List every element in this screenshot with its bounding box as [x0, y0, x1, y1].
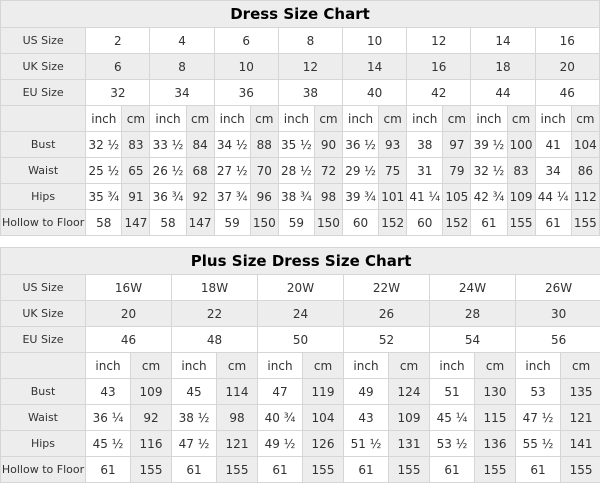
measurement-row	[1, 158, 600, 184]
measurement-cell-cm: 155	[561, 457, 600, 483]
size-row	[1, 80, 600, 106]
measurement-cell-inch: 61	[172, 457, 217, 483]
row-label: US Size	[1, 28, 86, 54]
measurement-cell-inch: 58	[86, 210, 122, 236]
row-label: Waist	[1, 405, 86, 431]
row-label: UK Size	[1, 54, 86, 80]
measurement-cell-inch: 28 ½	[278, 158, 314, 184]
size-cell: 16W	[86, 275, 172, 301]
measurement-cell-inch: 27 ½	[214, 158, 250, 184]
measurement-cell-inch: 40 ¾	[258, 405, 303, 431]
size-cell: 28	[430, 301, 516, 327]
size-cell: 26	[344, 301, 430, 327]
size-cell: 12	[407, 28, 471, 54]
unit-cm-header: cm	[561, 353, 600, 379]
measurement-cell-inch: 39 ½	[471, 132, 507, 158]
measurement-cell-cm: 70	[250, 158, 278, 184]
size-cell: 44	[471, 80, 535, 106]
measurement-cell-inch: 42 ¾	[471, 184, 507, 210]
measurement-cell-inch: 61	[516, 457, 561, 483]
size-cell: 8	[150, 54, 214, 80]
measurement-cell-cm: 147	[186, 210, 214, 236]
size-cell: 24W	[430, 275, 516, 301]
measurement-cell-inch: 35 ½	[278, 132, 314, 158]
size-cell: 10	[214, 54, 278, 80]
measurement-cell-cm: 109	[507, 184, 535, 210]
row-label: Hips	[1, 184, 86, 210]
measurement-cell-inch: 61	[430, 457, 475, 483]
measurement-cell-cm: 84	[186, 132, 214, 158]
measurement-cell-cm: 98	[217, 405, 258, 431]
measurement-cell-cm: 121	[217, 431, 258, 457]
unit-corner-cell	[1, 106, 86, 132]
unit-inch-header: inch	[214, 106, 250, 132]
measurement-cell-cm: 121	[561, 405, 600, 431]
measurement-cell-cm: 100	[507, 132, 535, 158]
measurement-cell-inch: 38 ½	[172, 405, 217, 431]
unit-cm-header: cm	[475, 353, 516, 379]
size-cell: 12	[278, 54, 342, 80]
row-label: EU Size	[1, 327, 86, 353]
measurement-cell-inch: 47 ½	[516, 405, 561, 431]
measurement-cell-inch: 47 ½	[172, 431, 217, 457]
size-cell: 18W	[172, 275, 258, 301]
size-cell: 22W	[344, 275, 430, 301]
unit-cm-header: cm	[507, 106, 535, 132]
size-cell: 38	[278, 80, 342, 106]
table-spacer	[0, 236, 600, 247]
measurement-cell-cm: 79	[443, 158, 471, 184]
size-cell: 30	[516, 301, 600, 327]
size-cell: 48	[172, 327, 258, 353]
measurement-cell-cm: 155	[131, 457, 172, 483]
measurement-cell-cm: 91	[122, 184, 150, 210]
unit-cm-header: cm	[303, 353, 344, 379]
measurement-cell-inch: 51 ½	[344, 431, 389, 457]
size-cell: 34	[150, 80, 214, 106]
measurement-cell-cm: 97	[443, 132, 471, 158]
measurement-cell-inch: 31	[407, 158, 443, 184]
measurement-cell-cm: 96	[250, 184, 278, 210]
measurement-cell-inch: 58	[150, 210, 186, 236]
size-row	[1, 275, 600, 301]
measurement-cell-inch: 44 ¼	[535, 184, 571, 210]
unit-inch-header: inch	[172, 353, 217, 379]
measurement-cell-inch: 60	[343, 210, 379, 236]
measurement-cell-inch: 36 ¼	[86, 405, 131, 431]
measurement-cell-inch: 29 ½	[343, 158, 379, 184]
measurement-cell-cm: 75	[379, 158, 407, 184]
row-label: Hollow to Floor	[1, 457, 86, 483]
unit-inch-header: inch	[407, 106, 443, 132]
measurement-cell-inch: 60	[407, 210, 443, 236]
size-cell: 8	[278, 28, 342, 54]
measurement-cell-inch: 47	[258, 379, 303, 405]
row-label: EU Size	[1, 80, 86, 106]
measurement-cell-inch: 41	[535, 132, 571, 158]
unit-cm-header: cm	[379, 106, 407, 132]
measurement-row	[1, 431, 600, 457]
measurement-cell-cm: 155	[571, 210, 599, 236]
size-cell: 4	[150, 28, 214, 54]
measurement-cell-inch: 45 ¼	[430, 405, 475, 431]
measurement-cell-inch: 32 ½	[471, 158, 507, 184]
unit-inch-header: inch	[150, 106, 186, 132]
size-row	[1, 54, 600, 80]
dress-size-chart-table	[0, 0, 600, 236]
measurement-cell-cm: 98	[314, 184, 342, 210]
unit-inch-header: inch	[344, 353, 389, 379]
size-cell: 32	[86, 80, 150, 106]
size-cell: 56	[516, 327, 600, 353]
unit-cm-header: cm	[122, 106, 150, 132]
measurement-cell-inch: 53	[516, 379, 561, 405]
measurement-cell-cm: 105	[443, 184, 471, 210]
measurement-cell-inch: 35 ¾	[86, 184, 122, 210]
measurement-row	[1, 405, 600, 431]
unit-inch-header: inch	[535, 106, 571, 132]
measurement-cell-inch: 38	[407, 132, 443, 158]
measurement-cell-cm: 92	[131, 405, 172, 431]
size-cell: 2	[86, 28, 150, 54]
size-cell: 26W	[516, 275, 600, 301]
size-cell: 40	[343, 80, 407, 106]
measurement-cell-cm: 101	[379, 184, 407, 210]
unit-cm-header: cm	[571, 106, 599, 132]
measurement-row	[1, 184, 600, 210]
measurement-cell-inch: 49	[344, 379, 389, 405]
measurement-cell-cm: 136	[475, 431, 516, 457]
unit-cm-header: cm	[217, 353, 258, 379]
measurement-cell-cm: 116	[131, 431, 172, 457]
plus-size-dress-size-chart-table	[0, 247, 600, 483]
size-cell: 20	[535, 54, 599, 80]
size-cell: 42	[407, 80, 471, 106]
measurement-cell-cm: 152	[379, 210, 407, 236]
unit-inch-header: inch	[471, 106, 507, 132]
size-cell: 36	[214, 80, 278, 106]
measurement-cell-cm: 141	[561, 431, 600, 457]
measurement-cell-inch: 36 ½	[343, 132, 379, 158]
unit-cm-header: cm	[389, 353, 430, 379]
unit-inch-header: inch	[258, 353, 303, 379]
size-cell: 54	[430, 327, 516, 353]
measurement-cell-inch: 49 ½	[258, 431, 303, 457]
size-cell: 24	[258, 301, 344, 327]
size-cell: 20W	[258, 275, 344, 301]
measurement-cell-inch: 25 ½	[86, 158, 122, 184]
measurement-cell-cm: 150	[250, 210, 278, 236]
row-label: Hips	[1, 431, 86, 457]
measurement-row	[1, 132, 600, 158]
measurement-cell-cm: 114	[217, 379, 258, 405]
row-label: Waist	[1, 158, 86, 184]
measurement-cell-cm: 92	[186, 184, 214, 210]
size-cell: 6	[214, 28, 278, 54]
measurement-cell-cm: 83	[122, 132, 150, 158]
unit-corner-cell	[1, 353, 86, 379]
unit-inch-header: inch	[430, 353, 475, 379]
measurement-cell-inch: 55 ½	[516, 431, 561, 457]
unit-inch-header: inch	[343, 106, 379, 132]
measurement-cell-cm: 135	[561, 379, 600, 405]
measurement-cell-inch: 61	[344, 457, 389, 483]
measurement-cell-inch: 39 ¾	[343, 184, 379, 210]
measurement-cell-cm: 155	[303, 457, 344, 483]
row-label: US Size	[1, 275, 86, 301]
measurement-row	[1, 457, 600, 483]
measurement-cell-inch: 51	[430, 379, 475, 405]
measurement-cell-cm: 93	[379, 132, 407, 158]
measurement-cell-inch: 59	[214, 210, 250, 236]
measurement-cell-cm: 65	[122, 158, 150, 184]
unit-cm-header: cm	[186, 106, 214, 132]
unit-inch-header: inch	[86, 106, 122, 132]
measurement-cell-cm: 124	[389, 379, 430, 405]
measurement-cell-inch: 61	[86, 457, 131, 483]
measurement-cell-inch: 34 ½	[214, 132, 250, 158]
measurement-cell-cm: 147	[122, 210, 150, 236]
unit-cm-header: cm	[314, 106, 342, 132]
measurement-cell-cm: 119	[303, 379, 344, 405]
row-label: UK Size	[1, 301, 86, 327]
measurement-cell-cm: 109	[131, 379, 172, 405]
measurement-cell-inch: 45	[172, 379, 217, 405]
measurement-cell-cm: 155	[217, 457, 258, 483]
measurement-cell-inch: 33 ½	[150, 132, 186, 158]
size-row	[1, 301, 600, 327]
unit-header-row	[1, 353, 600, 379]
measurement-cell-inch: 61	[258, 457, 303, 483]
measurement-cell-cm: 112	[571, 184, 599, 210]
measurement-cell-cm: 104	[571, 132, 599, 158]
measurement-cell-cm: 83	[507, 158, 535, 184]
size-row	[1, 327, 600, 353]
measurement-cell-inch: 61	[535, 210, 571, 236]
measurement-cell-cm: 86	[571, 158, 599, 184]
measurement-row	[1, 210, 600, 236]
measurement-cell-cm: 155	[389, 457, 430, 483]
size-cell: 14	[343, 54, 407, 80]
measurement-cell-inch: 53 ½	[430, 431, 475, 457]
measurement-cell-inch: 37 ¾	[214, 184, 250, 210]
size-cell: 20	[86, 301, 172, 327]
size-row	[1, 28, 600, 54]
measurement-cell-inch: 36 ¾	[150, 184, 186, 210]
measurement-cell-inch: 32 ½	[86, 132, 122, 158]
measurement-cell-inch: 26 ½	[150, 158, 186, 184]
measurement-cell-cm: 88	[250, 132, 278, 158]
measurement-cell-cm: 68	[186, 158, 214, 184]
measurement-cell-cm: 104	[303, 405, 344, 431]
measurement-cell-inch: 43	[344, 405, 389, 431]
measurement-cell-cm: 126	[303, 431, 344, 457]
measurement-cell-cm: 130	[475, 379, 516, 405]
table-title: Dress Size Chart	[1, 1, 600, 28]
row-label: Bust	[1, 379, 86, 405]
table-title-row	[1, 248, 600, 275]
measurement-cell-cm: 115	[475, 405, 516, 431]
size-cell: 46	[86, 327, 172, 353]
row-label: Bust	[1, 132, 86, 158]
measurement-cell-cm: 155	[475, 457, 516, 483]
measurement-cell-inch: 41 ¼	[407, 184, 443, 210]
size-cell: 46	[535, 80, 599, 106]
measurement-cell-inch: 61	[471, 210, 507, 236]
size-cell: 50	[258, 327, 344, 353]
measurement-cell-inch: 59	[278, 210, 314, 236]
unit-cm-header: cm	[443, 106, 471, 132]
measurement-cell-inch: 45 ½	[86, 431, 131, 457]
measurement-cell-cm: 90	[314, 132, 342, 158]
unit-inch-header: inch	[278, 106, 314, 132]
measurement-cell-inch: 34	[535, 158, 571, 184]
unit-cm-header: cm	[250, 106, 278, 132]
measurement-cell-cm: 72	[314, 158, 342, 184]
unit-header-row	[1, 106, 600, 132]
table-title: Plus Size Dress Size Chart	[1, 248, 600, 275]
measurement-cell-cm: 150	[314, 210, 342, 236]
measurement-cell-cm: 152	[443, 210, 471, 236]
size-cell: 16	[407, 54, 471, 80]
measurement-row	[1, 379, 600, 405]
size-cell: 52	[344, 327, 430, 353]
size-cell: 18	[471, 54, 535, 80]
measurement-cell-cm: 155	[507, 210, 535, 236]
measurement-cell-inch: 43	[86, 379, 131, 405]
unit-inch-header: inch	[516, 353, 561, 379]
unit-cm-header: cm	[131, 353, 172, 379]
measurement-cell-inch: 38 ¾	[278, 184, 314, 210]
unit-inch-header: inch	[86, 353, 131, 379]
size-cell: 6	[86, 54, 150, 80]
size-cell: 10	[343, 28, 407, 54]
size-cell: 16	[535, 28, 599, 54]
size-cell: 22	[172, 301, 258, 327]
row-label: Hollow to Floor	[1, 210, 86, 236]
measurement-cell-cm: 109	[389, 405, 430, 431]
table-title-row	[1, 1, 600, 28]
size-cell: 14	[471, 28, 535, 54]
measurement-cell-cm: 131	[389, 431, 430, 457]
